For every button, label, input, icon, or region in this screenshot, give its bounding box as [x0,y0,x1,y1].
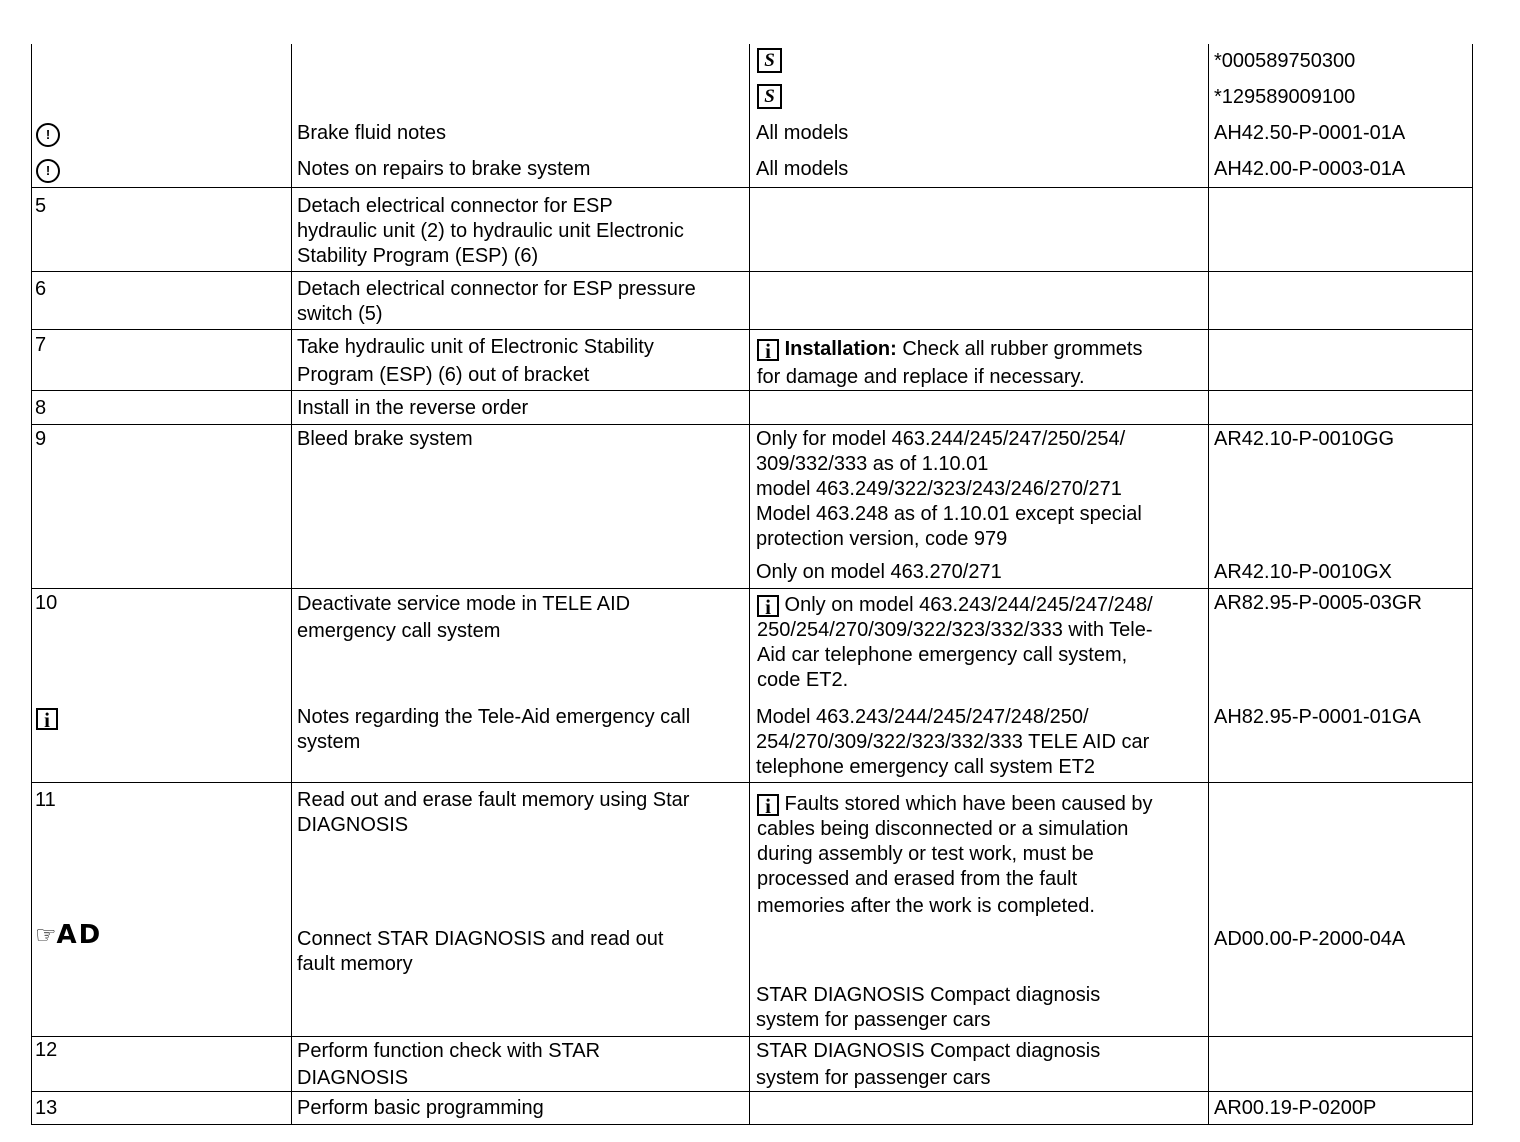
step-number: 7 [35,334,47,356]
special-tool-icon: S [757,84,782,109]
step13-ref-link[interactable]: AR00.19-P-0200P [1214,1097,1377,1119]
step-text: Detach electrical connector for ESP pressure switch (5) [297,278,696,325]
step-text: Bleed brake system [297,428,473,450]
step-number: 6 [35,278,47,300]
row-divider [31,1036,1473,1037]
step9-models-b: Only on model 463.270/271 [756,561,1002,583]
connect-diagnosis-ref-link[interactable]: AD00.00-P-2000-04A [1214,928,1406,950]
brake-fluid-models: All models [756,122,849,144]
step-text: Perform basic programming [297,1097,544,1119]
special-tool-icon: S [757,48,782,73]
tele-aid-models: Model 463.243/244/245/247/248/250/ 254/270/309/322/323/332/333 TELE AID car telephone emergency call system ET2 [756,706,1150,778]
row-divider [31,390,1473,391]
special-tool-number: *000589750300 [1214,50,1356,72]
special-tool-number: *129589009100 [1214,86,1356,108]
row-divider [31,329,1473,330]
tele-aid-ref-link[interactable]: AH82.95-P-0001-01GA [1214,706,1421,728]
info-icon: i [757,339,779,361]
step-number: 13 [35,1097,58,1119]
row-divider [31,588,1473,589]
brake-repairs-ref-link[interactable]: AH42.00-P-0003-01A [1214,158,1406,180]
step-number: 8 [35,397,47,419]
column-divider [291,44,292,1125]
info-icon: i [757,595,779,617]
pointing-hand-icon: ☞ [35,922,57,949]
info-icon: i [757,794,779,816]
info-icon: i [36,706,58,731]
column-divider [1472,44,1473,1125]
row-divider [31,424,1473,425]
brake-fluid-ref-link[interactable]: AH42.50-P-0001-01A [1214,122,1406,144]
note-circle-icon: ! [36,157,60,183]
row-divider [31,1091,1473,1092]
step-text: Detach electrical connector for ESP hydraulic unit (2) to hydraulic unit Electronic Stability Program (ESP) (6) [297,195,684,267]
step-number: 5 [35,195,47,217]
brake-repairs-models: All models [756,158,849,180]
installation-note: i Installation: Check all rubber grommets for damage and replace if necessary. [757,338,1143,388]
brake-fluid-notes-text: Brake fluid notes [297,122,446,144]
tele-aid-notes-text: Notes regarding the Tele-Aid emergency call system [297,706,691,753]
step-text: Deactivate service mode in TELE AID emergency call system [297,593,631,642]
step-number: 10 [35,592,58,614]
step-text: Perform function check with STAR DIAGNOSIS [297,1040,601,1089]
step10-note: i Only on model 463.243/244/245/247/248/ 250/254/270/309/322/323/332/333 with Tele- Aid car telephone emergency call system, code ET2. [757,594,1153,691]
step-text: Install in the reverse order [297,397,529,419]
row-divider [31,187,1473,188]
step10-ref-link[interactable]: AR82.95-P-0005-03GR [1214,592,1422,614]
column-divider [1208,44,1209,1125]
step9-ref-b-link[interactable]: AR42.10-P-0010GX [1214,561,1392,583]
step-number: 9 [35,428,47,450]
diagnosis-ad-marker: ☞AD [35,920,103,950]
column-divider [749,44,750,1125]
step-number: 11 [35,789,56,811]
step-number: 12 [35,1039,58,1061]
step12-models: STAR DIAGNOSIS Compact diagnosis system for passenger cars [756,1040,1101,1089]
column-divider [31,44,32,1125]
row-divider [31,1124,1473,1125]
connect-diagnosis-models: STAR DIAGNOSIS Compact diagnosis system for passenger cars [756,984,1101,1031]
brake-repairs-text: Notes on repairs to brake system [297,158,591,180]
connect-diagnosis-text: Connect STAR DIAGNOSIS and read out fault memory [297,928,664,975]
step11-note: i Faults stored which have been caused by cables being disconnected or a simulation during assembly or test work, must be processed and erased from the fault memories after the work is completed. [757,793,1153,917]
step9-ref-a-link[interactable]: AR42.10-P-0010GG [1214,428,1395,450]
note-circle-icon: ! [36,121,60,147]
step9-models-a: Only for model 463.244/245/247/250/254/ 309/332/333 as of 1.10.01 model 463.249/322/323/243/246/270/271 Model 463.248 as of 1.10.01 except special protection version, code 979 [756,428,1142,550]
row-divider [31,782,1473,783]
step-text: Take hydraulic unit of Electronic Stability Program (ESP) (6) out of bracket [297,336,654,386]
step-text: Read out and erase fault memory using Star DIAGNOSIS [297,789,690,836]
row-divider [31,271,1473,272]
